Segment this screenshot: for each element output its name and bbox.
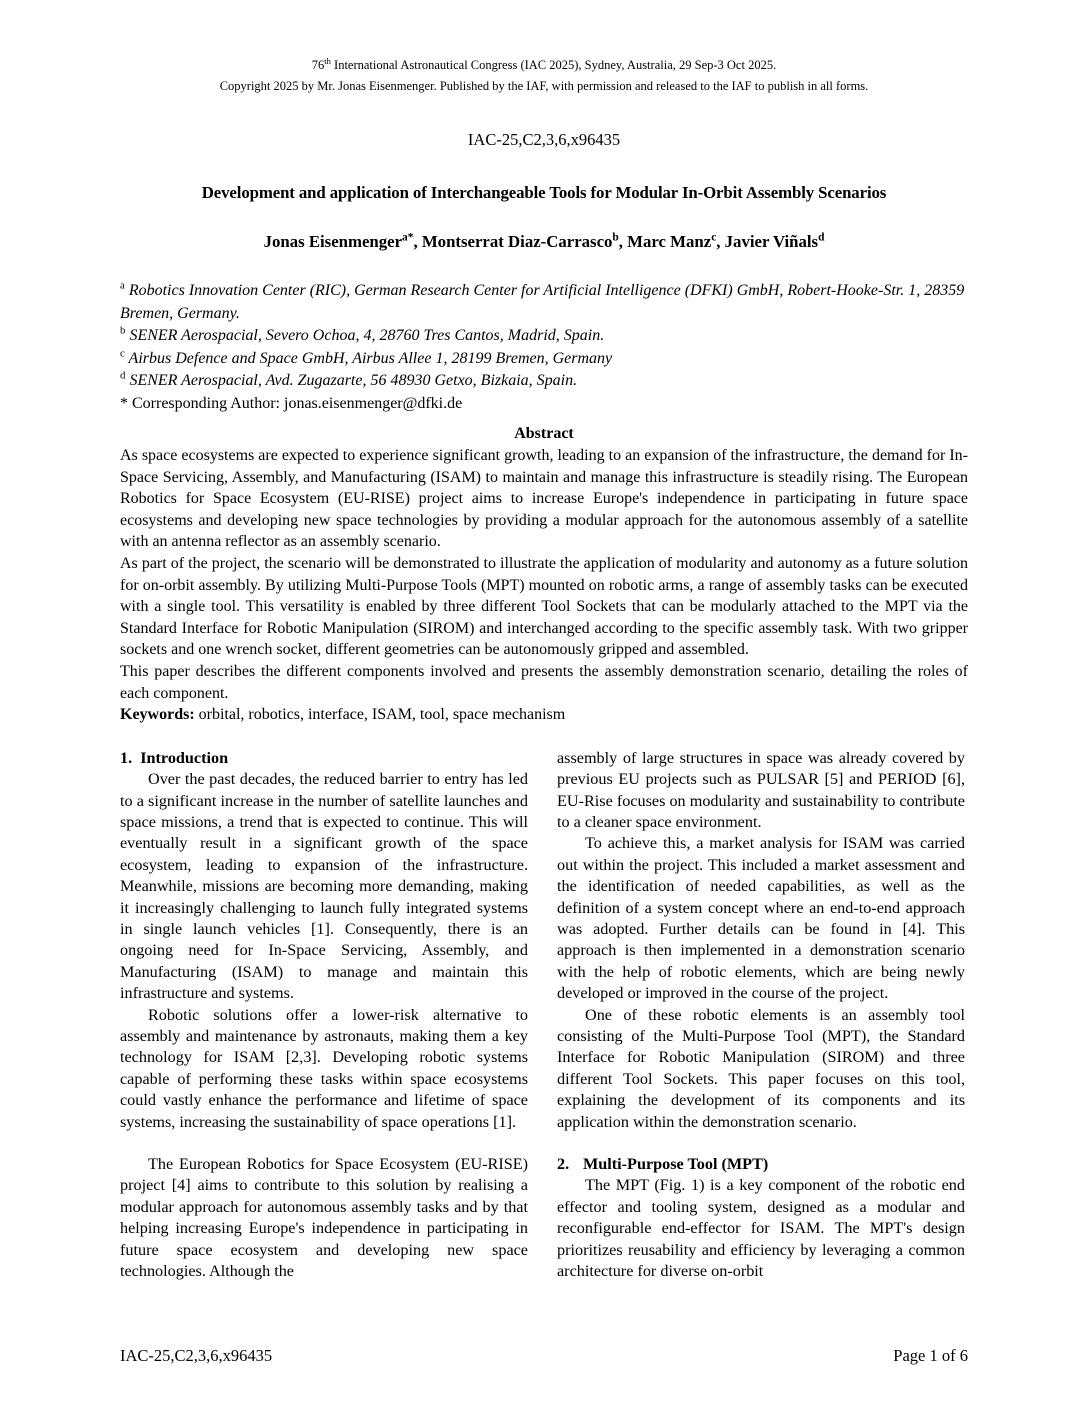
affiliation-b-marker: b <box>120 324 126 337</box>
affiliation-b-text: SENER Aerospacial, Severo Ochoa, 4, 28760 Tres Cantos, Madrid, Spain. <box>129 327 605 344</box>
affiliation-a-marker: a <box>120 279 125 292</box>
author-4: Javier Viñals <box>724 232 819 251</box>
abstract-paragraph-2: As part of the project, the scenario will be demonstrated to illustrate the application of modularity and autonomy as a future solution for on-orbit assembly. By utilizing Multi-Purpose Tools (MPT) mounted on robotic arms, a range of assembly tasks can be executed with a single tool. This versatility is enabled by three different Tool Sockets that can be modularly attached to the MPT via the Standard Interface for Robotic Manipulation (SIROM) and interchanged according to the specific assembly task. With two gripper sockets and one wrench socket, different geometries can be autonomously gripped and assembled. <box>120 554 968 659</box>
abstract-heading: Abstract <box>514 425 574 442</box>
left-paragraph-2: Robotic solutions offer a lower-risk alternative to assembly and maintenance by astronauts, making them a key technology for ISAM [2,3]. Developing robotic systems capable of performing these tasks within space ecosystems could vastly enhance the performance and lifetime of space systems, increasing the sustainability of space operations [1]. <box>120 1005 528 1131</box>
running-header <box>120 55 968 97</box>
section-2-title: Multi-Purpose Tool (MPT) <box>583 1155 769 1174</box>
left-paragraph-1: Over the past decades, the reduced barrier to entry has led to a significant increase in the number of satellite launches and space missions, a trend that is expected to continue. This will eventually result in a significant growth of the space ecosystem, leading to expansion of the infrastructure. Meanwhile, missions are becoming more demanding, making it increasingly challenging to launch fully integrated systems in single launch vehicles [1]. Consequently, there is an ongoing need for In-Space Servicing, Assembly, and Manufacturing (ISAM) to manage and maintain this infrastructure and systems. <box>120 770 528 1003</box>
section-2-number: 2. <box>557 1155 570 1174</box>
section-heading-introduction <box>120 748 528 769</box>
author-1-affiliation-marker: a* <box>402 231 414 244</box>
paragraph-spacer <box>120 1133 528 1154</box>
right-paragraph-4: The MPT (Fig. 1) is a key component of the robotic end effector and tooling system, designed as a modular and reconfigurable end-effector for ISAM. The MPT's design prioritizes reusability and efficiency by leveraging a common architecture for diverse on-orbit <box>557 1176 965 1281</box>
author-1: Jonas Eisenmenger <box>263 232 403 251</box>
author-sep-2: , <box>618 232 628 251</box>
section-1-title: Introduction <box>140 748 229 767</box>
author-3-affiliation-marker: c <box>711 231 717 244</box>
paragraph-spacer <box>557 1133 965 1154</box>
page-footer <box>120 1346 968 1366</box>
corresponding-author: * Corresponding Author: jonas.eisenmenger@dfki.de <box>120 394 463 412</box>
section-heading-mpt <box>557 1154 965 1175</box>
abstract-paragraph-3: This paper describes the different components involved and presents the assembly demonstration scenario, detailing the roles of each component. <box>120 662 968 702</box>
author-sep-3: , <box>716 232 725 251</box>
author-list <box>120 232 968 252</box>
author-2: Montserrat Diaz-Carrasco <box>421 232 613 251</box>
affiliation-d-text: SENER Aerospacial, Avd. Zugazarte, 56 48930 Getxo, Bizkaia, Spain. <box>129 372 578 389</box>
affiliations <box>120 280 968 415</box>
affiliation-d <box>120 370 968 393</box>
author-2-affiliation-marker: b <box>612 231 619 244</box>
author-3: Marc Manz <box>627 232 712 251</box>
right-column <box>557 748 965 1308</box>
affiliation-c <box>120 348 968 371</box>
affiliation-c-marker: c <box>120 347 125 360</box>
footer-page-number: Page 1 of 6 <box>893 1346 968 1365</box>
affiliation-b <box>120 325 968 348</box>
author-sep-1: , <box>413 232 422 251</box>
keywords-line <box>120 704 968 726</box>
keywords-label: Keywords: <box>120 706 195 724</box>
ordinal-suffix: th <box>324 55 331 66</box>
running-header-line1 <box>120 55 968 76</box>
footer-paper-id: IAC-25,C2,3,6,x96435 <box>120 1346 273 1365</box>
keywords-value: orbital, robotics, interface, ISAM, tool, space mechanism <box>194 706 566 724</box>
affiliation-a-text: Robotics Innovation Center (RIC), German Research Center for Artificial Intelligence (DFKI) GmbH, Robert-Hooke-Str. 1, 28359 Bremen, Germany. <box>120 282 965 322</box>
left-paragraph-3: The European Robotics for Space Ecosystem (EU-RISE) project [4] aims to contribute to this solution by realising a modular approach for autonomous assembly tasks and by that helping increasing Europe's independence in participating in future space ecosystem and developing new space technologies. Although the <box>120 1155 528 1281</box>
abstract-paragraph-1: As space ecosystems are expected to experience significant growth, leading to an expansion of the infrastructure, the demand for In-Space Servicing, Assembly, and Manufacturing (ISAM) to maintain and manage this infrastructure is steadily rising. The European Robotics for Space Ecosystem (EU-RISE) project aims to increase Europe's independence in participating in future space ecosystems and developing new space technologies by providing a modular approach for the autonomous assembly of a satellite with an antenna reflector as an assembly scenario. <box>120 447 968 551</box>
body-columns <box>120 748 968 1308</box>
congress-details: International Astronautical Congress (IAC 2025), Sydney, Australia, 29 Sep-3 Oct 2025. <box>330 58 777 72</box>
section-1-number: 1. <box>120 748 133 767</box>
affiliation-d-marker: d <box>120 369 126 382</box>
right-paragraph-3: One of these robotic elements is an assembly tool consisting of the Multi-Purpose Tool (MPT), the Standard Interface for Robotic Manipulation (SIROM) and three different Tool Sockets. This paper focuses on this tool, explaining the development of its components and its application within the demonstration scenario. <box>557 1005 965 1131</box>
right-paragraph-1: assembly of large structures in space was already covered by previous EU projects such as PULSAR [5] and PERIOD [6], EU-Rise focuses on modularity and sustainability to contribute to a cleaner space environment. <box>557 748 965 831</box>
affiliation-c-text: Airbus Defence and Space GmbH, Airbus Allee 1, 28199 Bremen, Germany <box>128 349 613 367</box>
left-column <box>120 748 528 1308</box>
paper-id: IAC-25,C2,3,6,x96435 <box>467 130 621 149</box>
page-title: Development and application of Interchangeable Tools for Modular In-Orbit Assembly Scenarios <box>201 183 887 202</box>
abstract-section <box>120 423 968 726</box>
copyright-line: Copyright 2025 by Mr. Jonas Eisenmenger. Published by the IAF, with permission and released to the IAF to publish in all forms. <box>219 79 869 93</box>
author-4-affiliation-marker: d <box>818 231 825 244</box>
congress-number: 76 <box>311 58 325 72</box>
affiliation-a <box>120 280 968 325</box>
right-paragraph-2: To achieve this, a market analysis for ISAM was carried out within the project. This included a market assessment and the identification of needed capabilities, as well as the definition of a system concept where an end-to-end approach was adopted. Further details can be found in [4]. This approach is then implemented in a demonstration scenario with the help of robotic elements, which are being newly developed or improved in the course of the project. <box>557 834 965 1003</box>
